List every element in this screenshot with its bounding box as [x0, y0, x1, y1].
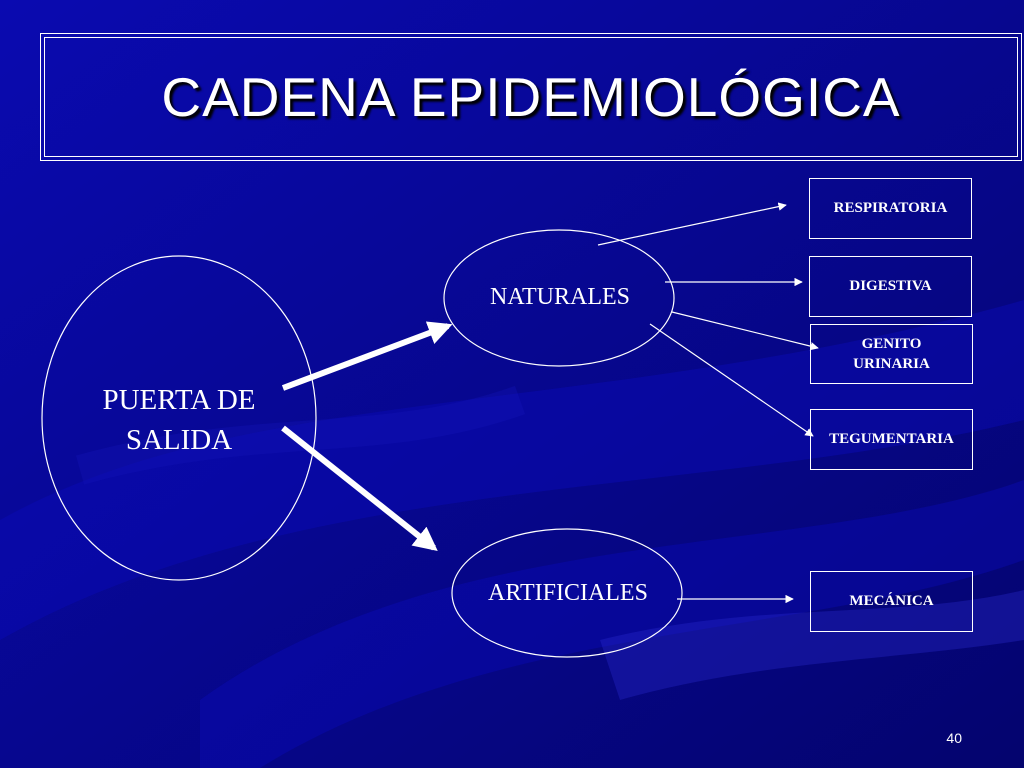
- source-label-line1: PUERTA DE: [102, 384, 256, 416]
- box-tegumentaria: [810, 409, 973, 470]
- tegumentaria-label: TEGUMENTARIA: [829, 431, 954, 447]
- digestiva-label: DIGESTIVA: [849, 278, 932, 294]
- genito-label-line1: GENITO: [861, 336, 922, 352]
- respiratoria-label: RESPIRATORIA: [833, 200, 948, 216]
- artificial-label: ARTIFICIALES: [488, 580, 648, 606]
- genito-label-line2: URINARIA: [853, 356, 930, 372]
- box-respiratoria: [809, 178, 972, 239]
- mecanica-label: MECÁNICA: [849, 593, 934, 609]
- arrow-to-natural: [283, 326, 448, 388]
- slide-title: CADENA EPIDEMIOLÓGICA: [161, 66, 901, 128]
- source-label: [54, 380, 304, 460]
- box-genito-urinaria: [810, 324, 973, 384]
- box-digestiva: [809, 256, 972, 317]
- natural-label: NATURALES: [489, 284, 630, 310]
- page-number: 40: [946, 730, 962, 746]
- arrow-to-genito: [672, 312, 818, 348]
- box-mecanica: [810, 571, 973, 632]
- arrow-to-respiratoria: [598, 205, 786, 245]
- source-label-line2: SALIDA: [125, 424, 233, 456]
- arrow-to-artificial: [283, 428, 434, 548]
